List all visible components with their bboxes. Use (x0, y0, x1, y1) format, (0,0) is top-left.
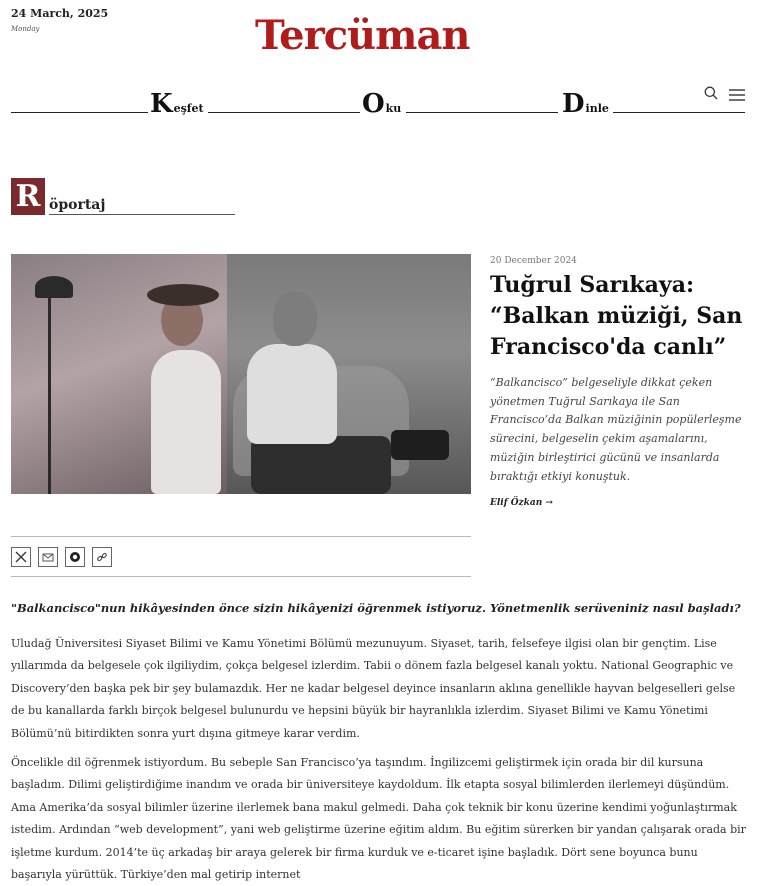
nav-initial: K (150, 89, 173, 119)
nav-item-oku[interactable] (362, 91, 401, 117)
whatsapp-icon (69, 551, 81, 563)
article-author-link[interactable]: Elif Özkan → (490, 498, 553, 508)
header-weekday: Monday (11, 25, 40, 33)
photo-hat (147, 284, 219, 306)
nav-initial: D (562, 89, 585, 119)
photo-person-woman (151, 350, 221, 494)
nav-label: ku (385, 102, 402, 115)
interview-question: "Balkancisco"nun hikâyesinden önce sizin hikâyenizi öğrenmek istiyoruz. Yönetmenlik serüveniniz nasıl başladı? (11, 601, 741, 615)
nav-item-dinle[interactable] (562, 91, 609, 117)
section-heading (11, 178, 235, 215)
nav-divider (613, 112, 745, 113)
nav-divider (406, 112, 558, 113)
nav-initial: O (362, 89, 385, 119)
photo-lamp (35, 276, 73, 298)
nav-label: eşfet (173, 102, 204, 115)
link-icon (96, 551, 108, 563)
photo-camera (391, 430, 449, 460)
photo-person-man-head (273, 292, 317, 346)
nav-label: inle (585, 102, 609, 115)
share-bar (11, 536, 471, 577)
email-icon (42, 551, 54, 563)
site-logo[interactable]: Tercüman (255, 12, 470, 59)
photo-person-man-legs (251, 436, 391, 494)
section-label: öportaj (49, 197, 235, 215)
nav-item-kesfet[interactable] (150, 91, 204, 117)
nav-divider (208, 112, 360, 113)
hero-photo[interactable] (11, 254, 471, 494)
section-initial-badge: R (11, 178, 45, 215)
x-share-button[interactable] (11, 547, 31, 567)
hamburger-menu-icon[interactable] (729, 86, 745, 98)
header-date: 24 March, 2025 (11, 7, 109, 20)
article-date: 20 December 2024 (490, 256, 577, 266)
body-paragraph: Uludağ Üniversitesi Siyaset Bilimi ve Kamu Yönetimi Bölümü mezunuyum. Siyaset, tarih, felsefeye ilgisi olan bir gençtim. Lise yıllarımda da belgesele çok ilgiliydim, çokça belgesel izlerdim. Tabii o dönem fazla belgesel kanalı yoktu. National Geographic ve Discovery’den başka pek bir şey bulamazdık. Her ne kadar belgesel deyince insanların aklına genellikle hayvan belgeselleri gelse de bu kanallarda farklı birçok belgesel bulunurdu ve hepsini büyük bir hayranlıkla izlerdim. Siyaset Bilimi ve Kamu Yönetimi Bölümü’nü bitirdikten sonra yurt dışına gitmeye karar verdim. (11, 637, 736, 740)
nav-divider (11, 112, 148, 113)
photo-person-man (247, 344, 337, 444)
article-title[interactable]: Tuğrul Sarıkaya: “Balkan müziği, San Francisco'da canlı” (490, 272, 743, 360)
search-icon[interactable] (704, 85, 718, 99)
whatsapp-share-button[interactable] (65, 547, 85, 567)
x-icon (15, 551, 27, 563)
article-summary: “Balkancisco” belgeseliyle dikkat çeken yönetmen Tuğrul Sarıkaya ile San Francisco’da Balkan müziğinin popülerleşme sürecini, belgeselin çekim aşamalarını, müziğin birleştirici gücünü ve insanlarda bıraktığı etkiyi konuştuk. (490, 376, 742, 483)
photo-lamp-pole (48, 294, 51, 494)
body-paragraph: Öncelikle dil öğrenmek istiyordum. Bu sebeple San Francisco’ya taşındım. İngilizcemi geliştirmek için orada bir dil kursuna başladım. Dilimi geliştirdiğime inandım ve orada bir üniversiteye kaydoldum. İlk etapta sosyal bilimlerden ilerlemeyi düşündüm. Ama Amerika’da sosyal bilimler üzerine ilerlemek bana makul gelmedi. Daha çok teknik bir konu üzerine kendimi yoğunlaştırmak istedim. Ardından “web development”, yani web geliştirme üzerine eğitim aldım. Bu eğitim sürerken bir yandan çalışarak orada bir işletme kurdum. 2014’te üç arkadaş bir araya gelerek bir firma kurduk ve e-ticaret işine başladık. Dört sene boyunca bunu başarıyla yürüttük. Türkiye’den mal getirip internet (11, 756, 746, 882)
link-share-button[interactable] (92, 547, 112, 567)
email-share-button[interactable] (38, 547, 58, 567)
